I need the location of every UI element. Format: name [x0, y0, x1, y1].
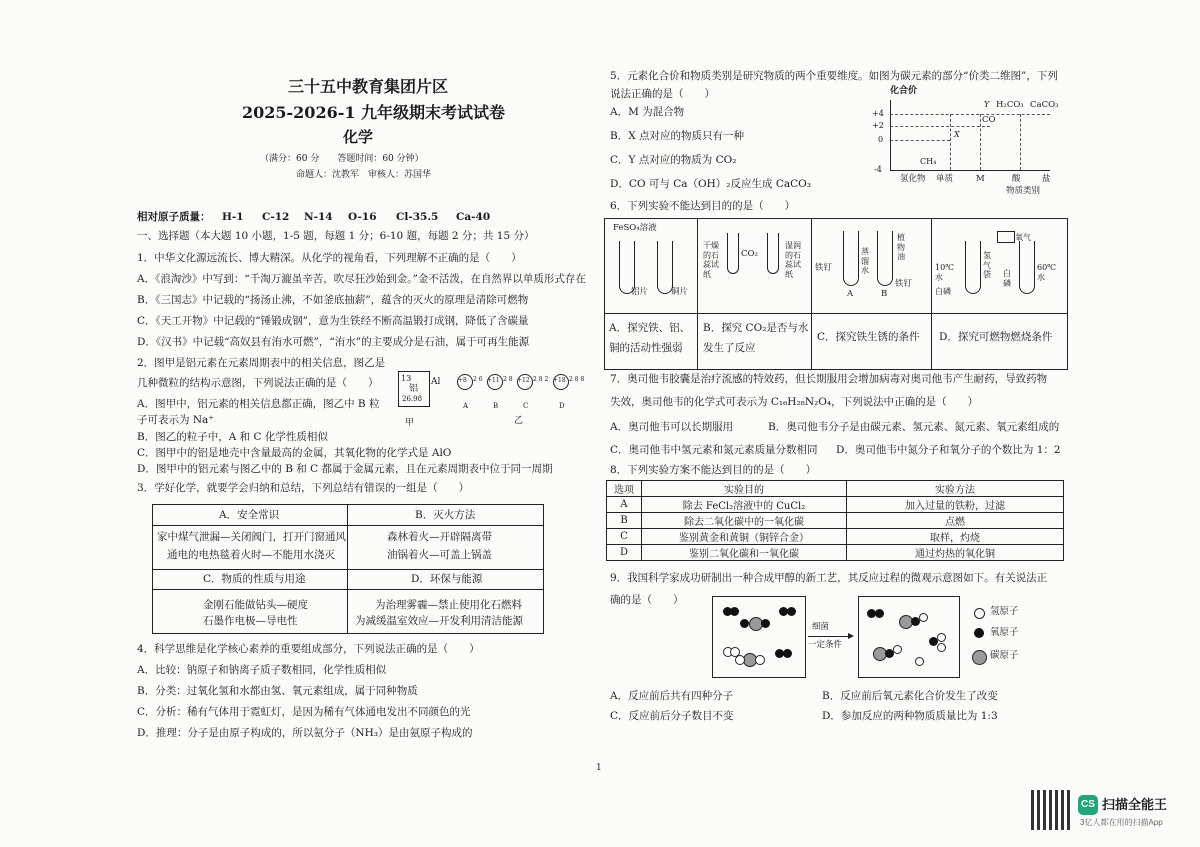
particle-a-nucleus: +8 — [458, 377, 467, 384]
page-number: 1 — [596, 763, 602, 773]
hydrogen-atom — [735, 655, 745, 665]
table-cell: C — [607, 529, 642, 545]
q4-option-c: C．分析：稀有气体用于霓虹灯，是因为稀有气体通电发出不同颜色的光 — [137, 706, 471, 718]
particle-c — [515, 370, 551, 414]
q9-option-d: D．参加反应的两种物质质量比为 1:3 — [822, 710, 998, 722]
divider — [931, 219, 932, 369]
hydrogen-atom — [893, 645, 902, 654]
y-tick-plus2: +2 — [872, 121, 884, 130]
y-tick-minus4: -4 — [874, 165, 882, 174]
particle-a — [455, 370, 485, 414]
particle-a-label: A — [463, 402, 469, 410]
q8-table — [606, 480, 1064, 561]
hydrogen-atom — [755, 655, 765, 665]
fig-d-hot-water: 60℃水 — [1037, 263, 1057, 282]
subject-title: 化学 — [343, 128, 374, 146]
particle-b-nucleus: +11 — [487, 377, 500, 384]
hydrogen-atom — [919, 613, 928, 622]
particle-c-nucleus: +12 — [517, 377, 530, 384]
oxygen-atom — [730, 607, 739, 616]
arrow-top-label: 细菌 — [812, 622, 830, 632]
q5-option-d: D．CO 可与 Ca（OH）₂反应生成 CaCO₃ — [610, 178, 811, 190]
gridline — [1020, 114, 1021, 170]
fig-c-label-a: A — [847, 289, 854, 299]
x-axis-title: 物质类别 — [1006, 186, 1041, 196]
q6-option-a: A．探究铁、铝、铜的活动性强弱 — [609, 322, 691, 354]
table-header: 选项 — [607, 481, 642, 497]
test-tube — [1019, 241, 1035, 294]
table-cell: A — [607, 497, 642, 513]
exam-title: 2025-2026-1 九年级期末考试试卷 — [242, 103, 506, 122]
valence-class-diagram — [872, 86, 1062, 198]
x-label-acid: 酸 — [1012, 174, 1021, 184]
q2-option-a-1: A．图甲中，铝元素的相关信息都正确，图乙中 B 粒 — [137, 398, 380, 410]
q5-stem-1: 5．元素化合价和物质类别是研究物质的两个重要维度。如图为碳元素的部分“价类二维图”，下列 — [610, 70, 1058, 82]
q2-option-d: D．图甲中的铝元素与图乙中的 B 和 C 都属于金属元素，且在元素周期表中位于同一周期 — [137, 463, 553, 475]
oxygen-atom — [761, 619, 770, 628]
legend-oxygen: 氧原子 — [990, 627, 1019, 638]
cell-atomic-mass: 26.98 — [402, 395, 423, 403]
carbon-legend-icon — [972, 650, 987, 665]
reaction-arrow — [808, 636, 852, 637]
atomic-mass-ca: Ca-40 — [456, 211, 491, 223]
particle-b-label: B — [493, 402, 499, 410]
hydrogen-atom — [915, 657, 924, 666]
q5-option-c: C．Y 点对应的物质为 CO₂ — [610, 154, 737, 166]
q3-stem: 3．学好化学，就要学会归纳和总结，下列总结有错误的一组是（ ） — [137, 482, 470, 494]
gridline — [950, 114, 951, 170]
q4-option-d: D．推理：分子是由原子构成的，所以氨分子（NH₃）是由氨原子构成的 — [137, 727, 473, 739]
particle-b-shells: 2 8 — [503, 376, 513, 383]
q7-stem-1: 7．奥司他韦胶囊是治疗流感的特效药，但长期服用会增加病毒对奥司他韦产生耐药，导致药物 — [610, 373, 1048, 385]
hydrogen-atom — [937, 633, 946, 642]
x-axis — [890, 170, 1050, 171]
arrow-head — [848, 633, 854, 639]
gridline — [890, 140, 950, 141]
point-caco3: CaCO₃ — [1030, 100, 1059, 110]
divider — [153, 525, 543, 526]
cell-symbol: Al — [431, 377, 441, 387]
table-cell: 鉴别黄金和黄铜（铜锌合金） — [642, 529, 847, 545]
atomic-mass-h: H-1 — [222, 211, 244, 223]
q7-option-b: B．奥司他韦分子是由碳元素、氢元素、氮元素、氧元素组成的 — [768, 421, 1060, 433]
table-cell: 点燃 — [847, 513, 1064, 529]
table-row — [607, 513, 1064, 529]
divider — [697, 219, 698, 369]
legend-carbon: 碳原子 — [990, 650, 1019, 661]
x-label-element: 单质 — [936, 174, 954, 184]
gridline — [890, 114, 1050, 115]
gridline — [980, 114, 981, 170]
table-cell: B — [607, 513, 642, 529]
diagram-y-title: 化合价 — [890, 86, 918, 96]
q1-option-d: D．《汉书》中记载“高奴县有洧水可燃”，“洧水”的主要成分是石油，属于可再生能源 — [137, 336, 530, 348]
q1-option-a: A．《浪淘沙》中写到：“千淘万漉虽辛苦，吹尽狂沙始到金。”金不活泼，在自然界以单质形式存在 — [137, 273, 586, 285]
fig-a-cu: 铜片 — [671, 287, 689, 297]
q2-option-b: B．图乙的粒子中，A 和 C 化学性质相似 — [137, 431, 328, 443]
exam-meta-score: （满分：60 分 答题时间：60 分钟） — [260, 154, 424, 164]
point-x: X — [954, 130, 960, 139]
q8-stem: 8．下列实验方案不能达到目的的是（ ） — [610, 464, 817, 476]
particle-b — [485, 370, 515, 414]
table-row — [607, 545, 1064, 561]
atomic-mass-c: C-12 — [262, 211, 290, 223]
q9-stem-1: 9．我国科学家成功研制出一种合成甲醇的新工艺，其反应过程的微观示意图如下。有关说法正 — [610, 572, 1048, 584]
table-cell: 通过灼热的氧化铜 — [847, 545, 1064, 561]
fig-b-wet: 湿润的石蕊试纸 — [785, 241, 801, 279]
test-tube — [877, 231, 893, 286]
fig-d-p-right: 白磷 — [1003, 269, 1011, 288]
hydrogen-legend-icon — [974, 608, 985, 619]
point-co: CO — [982, 115, 996, 125]
figure-yi-label: 乙 — [514, 416, 524, 426]
q5-option-a: A．M 为混合物 — [610, 106, 685, 118]
divider — [153, 569, 543, 570]
oxygen-atom — [787, 607, 796, 616]
particle-diagrams — [455, 370, 585, 414]
fig-d-cold-water: 10℃水 — [935, 263, 955, 282]
x-label-salt: 盐 — [1042, 174, 1051, 184]
q3-c-line2: 石墨作电极—导电性 — [203, 615, 298, 627]
particle-d-shells: 2 8 8 — [569, 376, 585, 383]
x-label-hydride: 氢化物 — [900, 174, 926, 184]
atomic-mass-label: 相对原子质量： — [137, 211, 211, 223]
table-cell: D — [607, 545, 642, 561]
q6-option-b: B．探究 CO₂是否与水发生了反应 — [703, 322, 809, 354]
table-cell: 取样，灼烧 — [847, 529, 1064, 545]
reactants-box — [712, 596, 806, 678]
q5-stem-2: 说法正确的是（ ） — [610, 88, 715, 100]
test-tube — [727, 233, 739, 274]
test-tube — [965, 241, 981, 294]
q3-d-title: D．环保与能源 — [411, 573, 483, 585]
oxygen-atom — [783, 649, 792, 658]
particle-d-nucleus: +18 — [553, 377, 566, 384]
particle-c-shells: 2 8 2 — [533, 376, 549, 383]
particle-c-label: C — [523, 402, 529, 410]
cell-atomic-number: 13 — [401, 374, 412, 383]
test-tube — [843, 231, 859, 286]
q5-option-b: B．X 点对应的物质只有一种 — [610, 130, 745, 142]
q1-option-c: C．《天工开物》中记载的“锤锻成钢”，意为生铁经不断高温锻打成钢，降低了含碳量 — [137, 315, 529, 327]
table-cell: 除去二氧化碳中的一氧化碳 — [642, 513, 847, 529]
particle-d-label: D — [559, 402, 565, 410]
q2-stem-2: 几种微粒的结构示意图，下列说法正确的是（ ） — [137, 377, 379, 389]
q6-table — [604, 218, 1068, 370]
atomic-mass-n: N-14 — [304, 211, 333, 223]
legend-hydrogen: 氢原子 — [990, 606, 1019, 617]
y-axis — [890, 100, 891, 170]
reaction-diagram — [712, 596, 960, 678]
q1-option-b: B．《三国志》中记载的“扬汤止沸，不如釜底抽薪”，蕴含的灭火的原理是清除可燃物 — [137, 294, 529, 306]
fig-b-co2: CO₂ — [741, 249, 758, 259]
oxygen-atom — [875, 609, 884, 618]
q7-stem-2: 失效，奥司他韦的化学式可表示为 C₁₆H₂₈N₂O₄，下列说法中正确的是（ ） — [610, 396, 979, 408]
fig-c-oil: 植物油 — [897, 233, 905, 262]
fig-a-solution: FeSO₄溶液 — [613, 223, 657, 233]
q2-stem-1: 2．图甲是铝元素在元素周期表中的相关信息，图乙是 — [137, 357, 386, 369]
hydrogen-atom — [937, 643, 946, 652]
q9-option-c: C．反应前后分子数目不变 — [610, 710, 734, 722]
fig-b-dry: 干燥的石蕊试纸 — [703, 241, 719, 279]
scanner-app-name: 扫描全能王 — [1102, 797, 1168, 812]
section-heading: 一、选择题（本大题 10 小题，1-5 题，每题 1 分；6-10 题，每题 2 分；共 15 分） — [137, 230, 535, 242]
q3-b-line2: 油锅着火—可盖上锅盖 — [387, 549, 492, 561]
q6-option-c: C．探究铁生锈的条件 — [817, 331, 920, 343]
q3-a-line2: 通电的电热毯着火时—不能用水浇灭 — [167, 549, 335, 561]
q4-option-a: A．比较：钠原子和钠离子质子数相同，化学性质相似 — [137, 664, 387, 676]
point-h2co3: H₂CO₃ — [996, 100, 1024, 110]
q9-option-b: B．反应前后氧元素化合价发生了改变 — [822, 690, 998, 702]
q3-b-title: B．灭火方法 — [415, 509, 476, 521]
gridline — [890, 126, 990, 127]
point-ch4: CH₄ — [920, 157, 937, 166]
qr-code — [1031, 790, 1071, 830]
divider — [605, 313, 1067, 314]
q4-option-b: B．分类：过氧化氢和水都由氢、氧元素组成，属于同种物质 — [137, 685, 418, 697]
q6-option-d: D．探究可燃物燃烧条件 — [939, 331, 1053, 343]
gas-valve — [997, 231, 1015, 243]
q1-stem: 1．中华文化源远流长、博大精深。从化学的视角看，下列理解不正确的是（ ） — [137, 252, 522, 264]
oxygen-legend-icon — [974, 628, 984, 638]
fig-a-al: 铝片 — [631, 287, 649, 297]
particle-a-shells: 2 6 — [473, 376, 483, 383]
point-y: Y — [984, 100, 990, 109]
fig-c-water: 蒸馏水 — [861, 247, 869, 276]
q9-option-a: A．反应前后共有四种分子 — [610, 690, 734, 702]
exam-meta-authors: 命题人：沈教军 审核人：苏国华 — [296, 170, 432, 180]
table-header-row — [607, 481, 1064, 497]
table-header: 实验方法 — [847, 481, 1064, 497]
table-header: 实验目的 — [642, 481, 847, 497]
table-row — [607, 529, 1064, 545]
q2-option-a-2: 子可表示为 Na⁺ — [137, 414, 214, 426]
x-label-m: M — [976, 174, 985, 184]
fig-d-oxygen: 氧气 — [1015, 233, 1031, 242]
q3-a-title: A．安全常识 — [219, 509, 280, 521]
periodic-table-cell — [398, 371, 430, 407]
table-row — [607, 497, 1064, 513]
q3-table — [152, 504, 544, 634]
q3-c-title: C．物质的性质与用途 — [203, 573, 306, 585]
particle-d — [551, 370, 585, 414]
products-box — [858, 596, 960, 678]
q7-option-a: A．奥司他韦可以长期服用 — [610, 421, 734, 433]
oxygen-atom — [740, 619, 749, 628]
q7-option-c: C．奥司他韦中氢元素和氮元素质量分数相同 — [610, 444, 818, 456]
fig-d-p-left: 白磷 — [935, 287, 951, 296]
q6-stem: 6．下列实验不能达到目的的是（ ） — [610, 200, 796, 212]
cs-logo-icon: CS — [1078, 795, 1098, 815]
divider — [811, 219, 812, 369]
q3-d-line1: 为治理雾霾—禁止使用化石燃料 — [375, 599, 522, 611]
q7-option-d: D．奥司他韦中氮分子和氧分子的个数比为 1：2 — [836, 444, 1061, 456]
fig-c-nail-b: 铁钉 — [895, 279, 913, 289]
atomic-mass-o: O-16 — [348, 211, 377, 223]
figure-jia-label: 甲 — [405, 418, 415, 428]
q3-a-line1: 家中煤气泄漏—关闭阀门，打开门窗通风 — [157, 531, 346, 543]
q4-stem: 4．科学思维是化学核心素养的重要组成部分，下列说法正确的是（ ） — [137, 643, 480, 655]
fig-c-label-b: B — [881, 289, 888, 299]
test-tube — [767, 233, 779, 274]
arrow-bottom-label: 一定条件 — [808, 640, 843, 650]
table-cell: 加入过量的铁粉，过滤 — [847, 497, 1064, 513]
q9-stem-2: 确的是（ ） — [610, 594, 684, 606]
cell-element-name: 铝 — [409, 384, 419, 394]
table-cell: 除去 FeCl₂溶液中的 CuCl₂ — [642, 497, 847, 513]
y-tick-zero: 0 — [878, 135, 884, 144]
atomic-mass-cl: Cl-35.5 — [396, 211, 439, 223]
q3-b-line1: 森林着火—开辟隔离带 — [387, 531, 492, 543]
y-tick-plus4: +4 — [872, 109, 884, 118]
fig-d-bag: 氢气袋 — [983, 251, 991, 280]
table-cell: 鉴别二氧化碳和一氧化碳 — [642, 545, 847, 561]
school-title: 三十五中教育集团片区 — [288, 77, 449, 96]
fig-c-nail-a: 铁钉 — [815, 263, 833, 273]
q3-d-line2: 为减缓温室效应—开发利用清洁能源 — [355, 615, 523, 627]
divider — [153, 589, 543, 590]
scanner-app-tagline: 3亿人都在用的扫描App — [1080, 818, 1163, 827]
q3-c-line1: 金刚石能做钻头—硬度 — [203, 599, 308, 611]
q2-option-c: C．图甲中的铝是地壳中含量最高的金属，其氧化物的化学式是 AlO — [137, 447, 452, 459]
